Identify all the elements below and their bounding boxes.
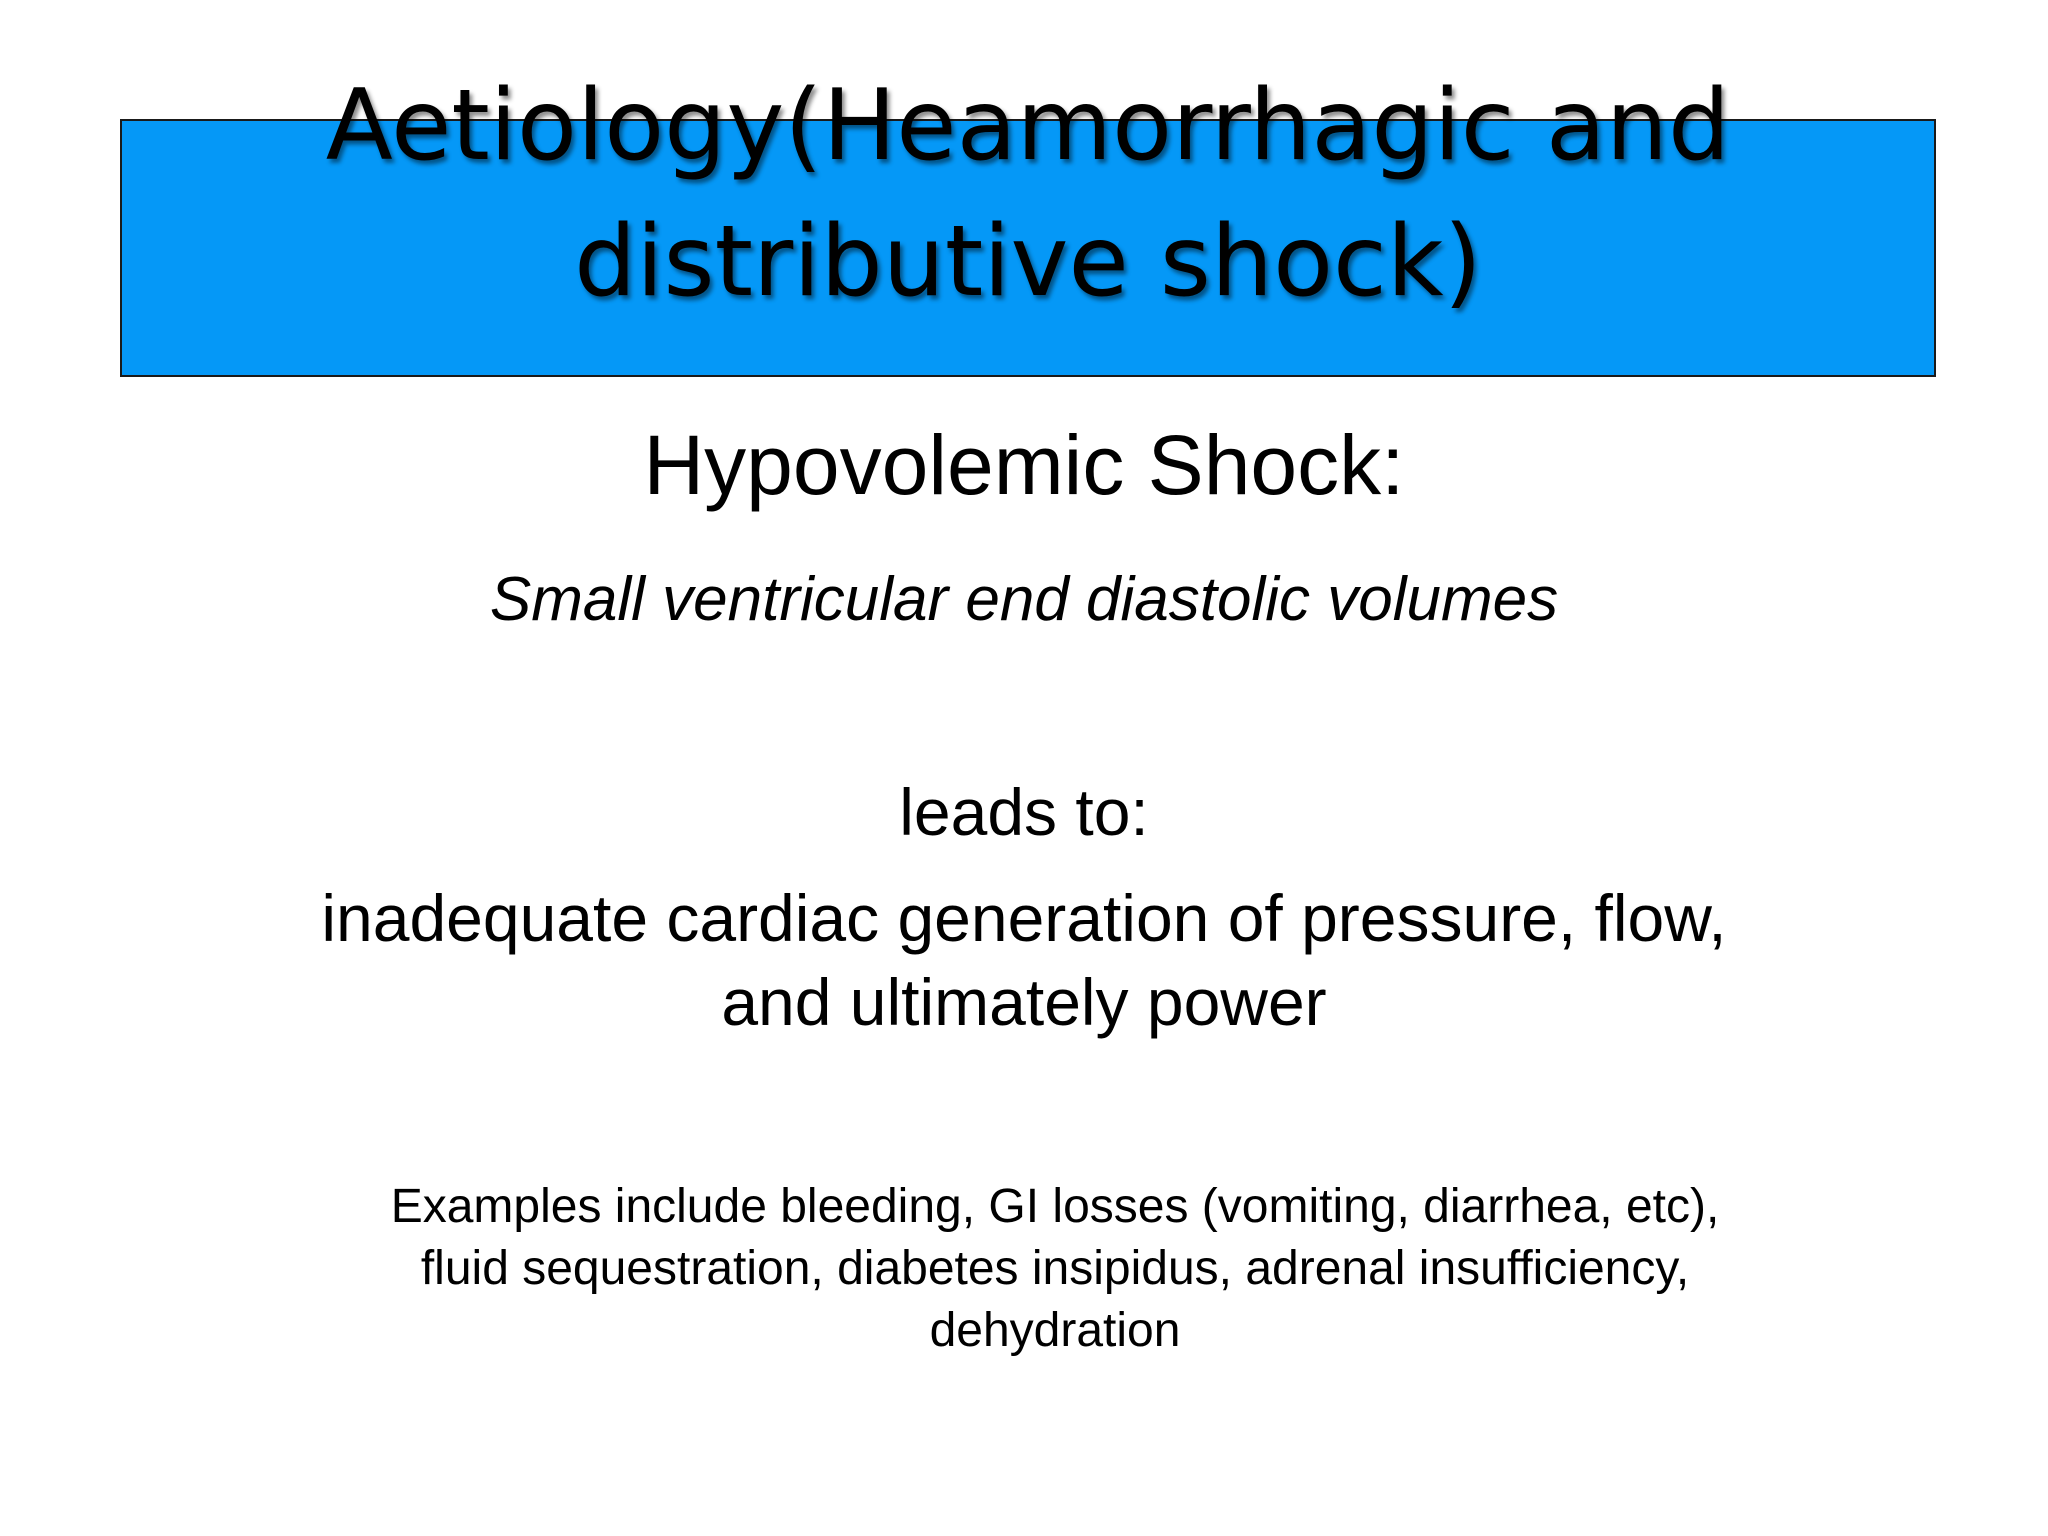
consequence-line-1: inadequate cardiac generation of pressure, flow, — [321, 881, 1727, 955]
examples-line-3: dehydration — [929, 1304, 1181, 1357]
consequence-text — [0, 876, 2048, 1044]
examples-line-1: Examples include bleeding, GI losses (vomiting, diarrhea, etc), — [390, 1180, 1720, 1233]
slide-title — [120, 58, 1936, 330]
leads-to-text: leads to: — [899, 775, 1149, 849]
definition-text: Small ventricular end diastolic volumes — [489, 565, 1559, 634]
slide-title-line-1: Aetiology(Heamorrhagic and — [325, 69, 1731, 183]
examples-line-2: fluid sequestration, diabetes insipidus, adrenal insufficiency, — [420, 1242, 1690, 1295]
consequence-line-2: and ultimately power — [721, 965, 1327, 1039]
slide-subtitle: Hypovolemic Shock: — [643, 418, 1405, 512]
examples-text — [80, 1176, 2030, 1362]
slide-title-line-2: distributive shock) — [574, 205, 1482, 319]
